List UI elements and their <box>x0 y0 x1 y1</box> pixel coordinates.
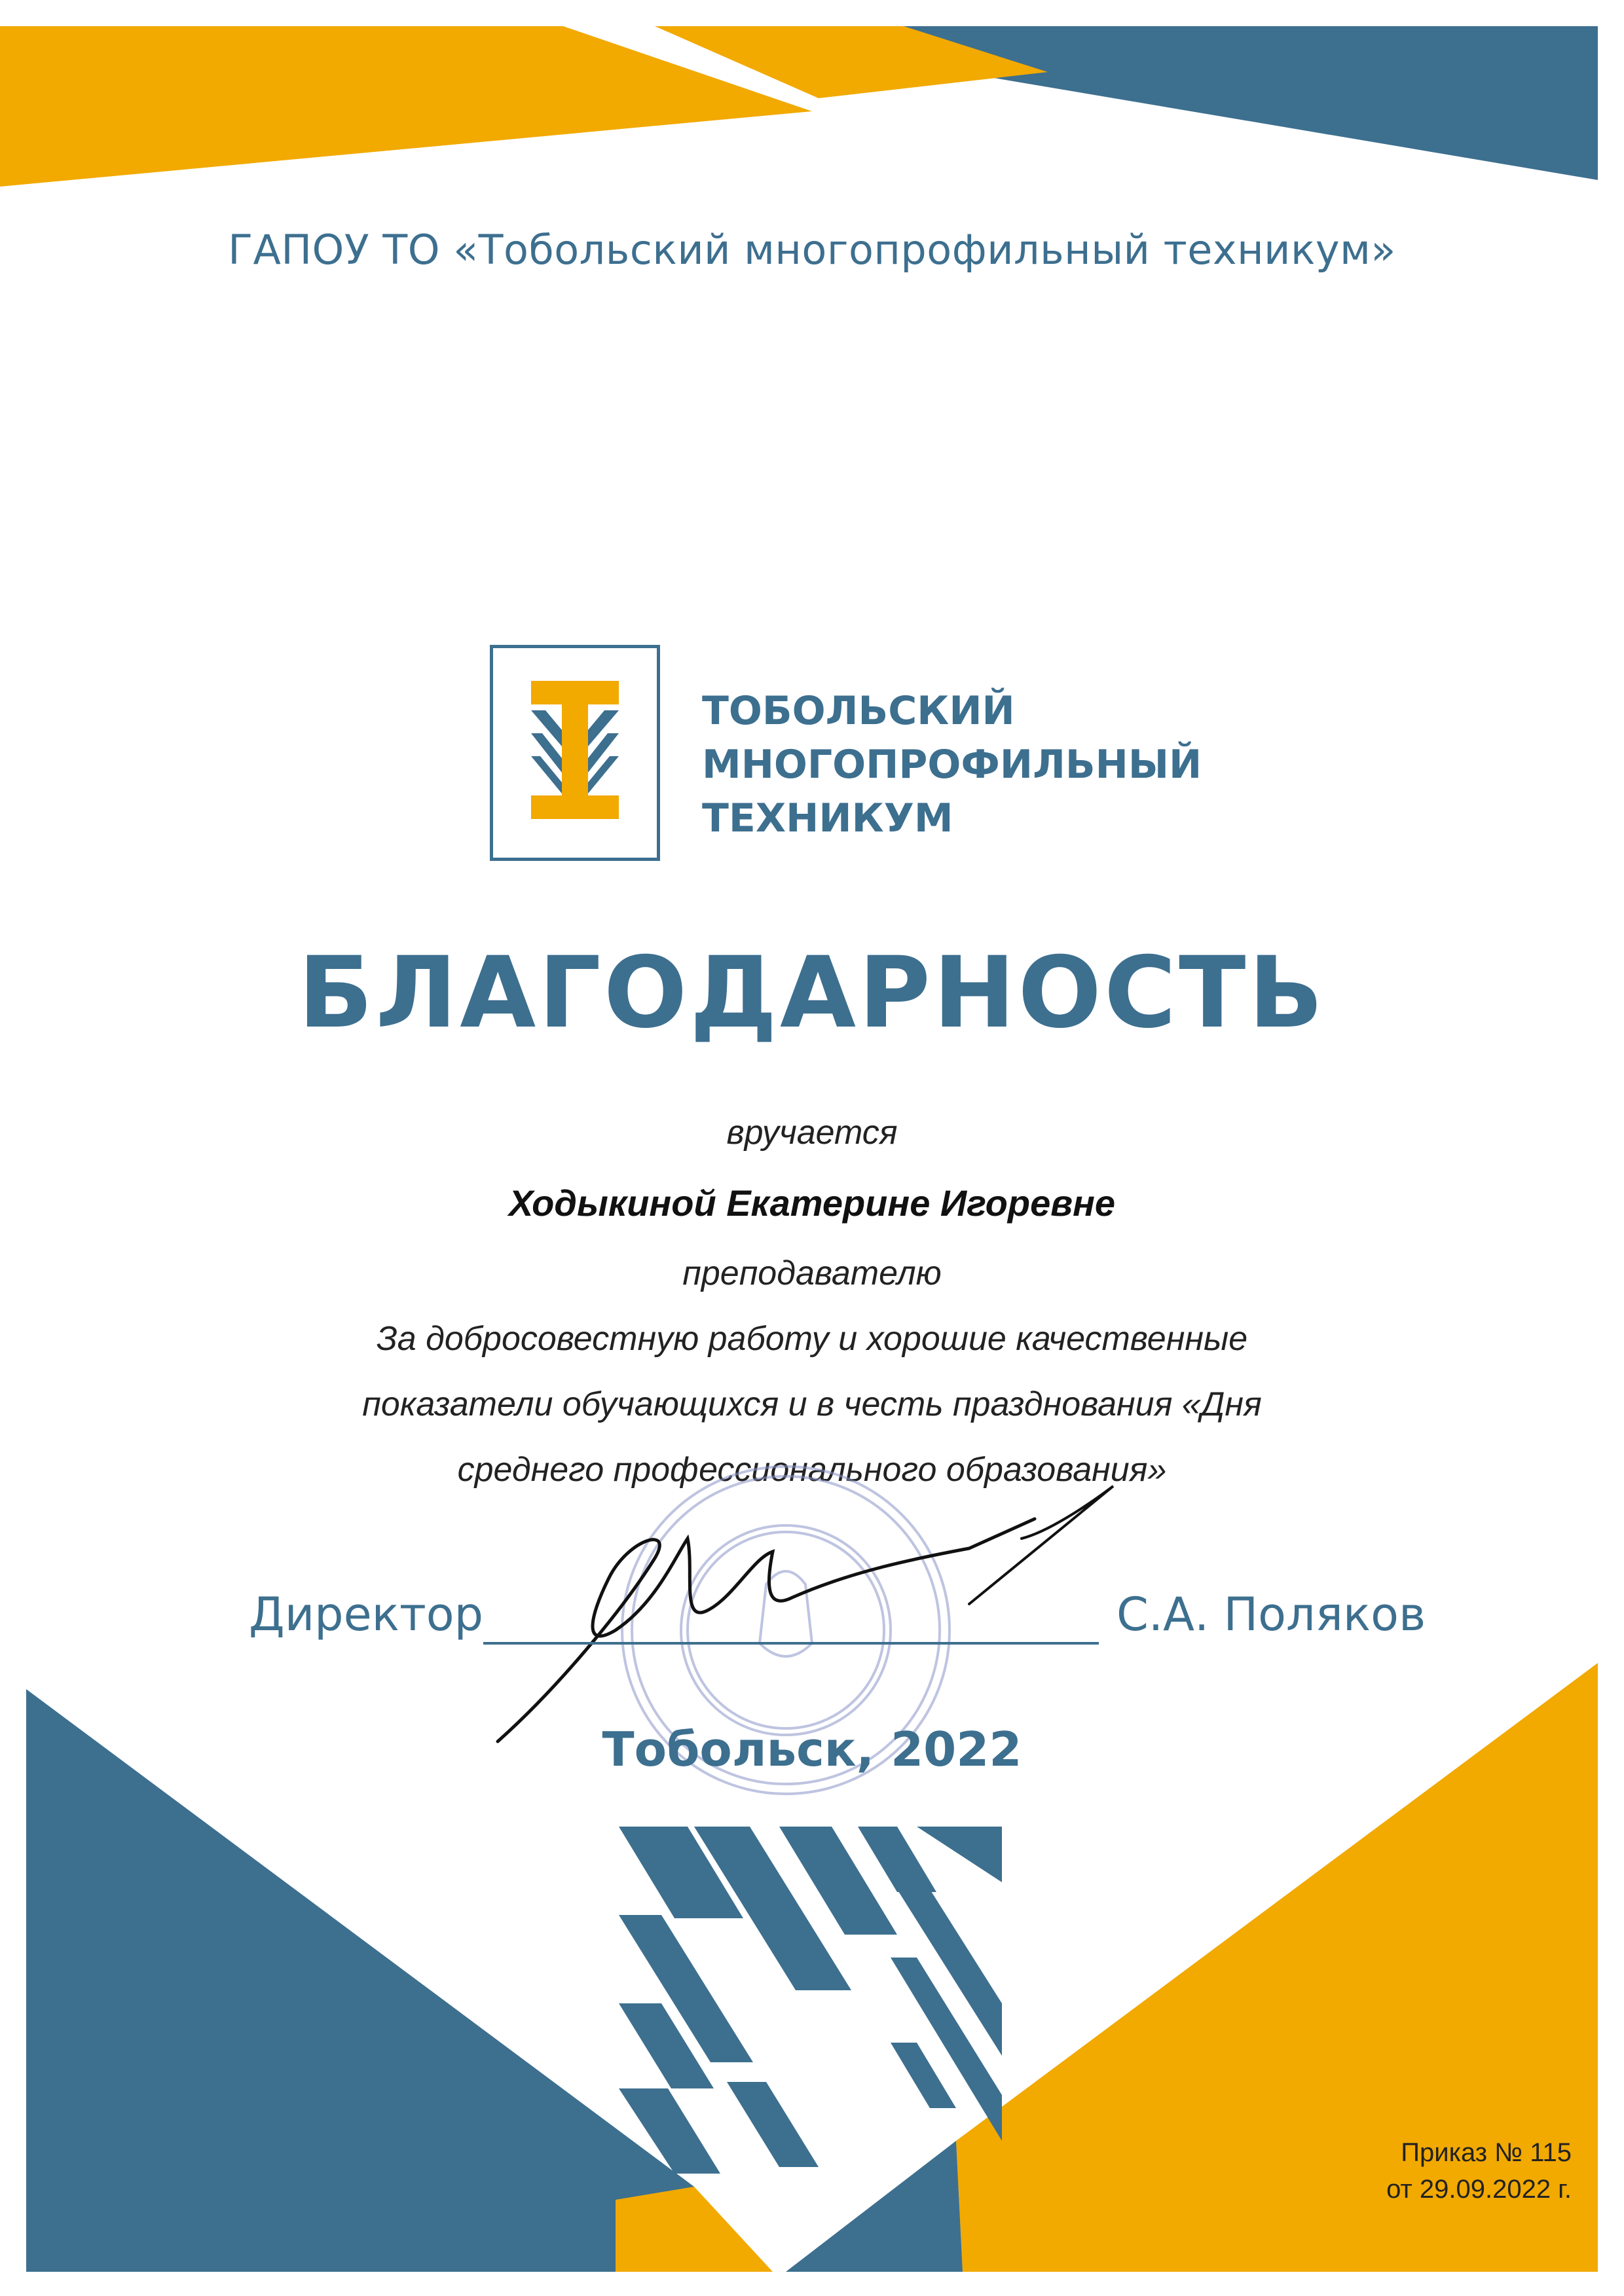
order-date: от 29.09.2022 г. <box>1386 2175 1572 2204</box>
logo-line: ТЕХНИКУМ <box>702 795 953 841</box>
reason-line: среднего профессионального образования» <box>457 1451 1167 1489</box>
reason-line: показатели обучающихся и в честь празднования «Дня <box>362 1385 1262 1423</box>
order-number: Приказ № 115 <box>1401 2138 1572 2167</box>
technikum-logo-icon <box>490 645 660 861</box>
order-reference <box>1386 2134 1572 2208</box>
bottom-stripe-emblem <box>619 1827 1002 2174</box>
signatory-role: Директор <box>249 1588 483 1641</box>
logo-line: МНОГОПРОФИЛЬНЫЙ <box>702 742 1202 788</box>
signatory-name: С.А. Поляков <box>1116 1588 1426 1641</box>
logo-line: ТОБОЛЬСКИЙ <box>702 688 1015 734</box>
handwritten-signature-icon <box>458 1480 1146 1755</box>
recipient-position: преподавателю <box>682 1254 942 1292</box>
city-year: Тобольск, 2022 <box>602 1722 1022 1777</box>
logo-wordmark <box>702 684 1202 845</box>
awarded-text: вручается <box>726 1114 898 1152</box>
recipient-name: Ходыкиной Екатерине Игоревне <box>508 1182 1116 1224</box>
organization-header: ГАПОУ ТО «Тобольский многопрофильный техникум» <box>228 226 1396 274</box>
signature-line <box>483 1642 1099 1645</box>
reason-line: За добросовестную работу и хорошие качественные <box>376 1320 1248 1358</box>
document-title: БЛАГОДАРНОСТЬ <box>298 936 1326 1050</box>
